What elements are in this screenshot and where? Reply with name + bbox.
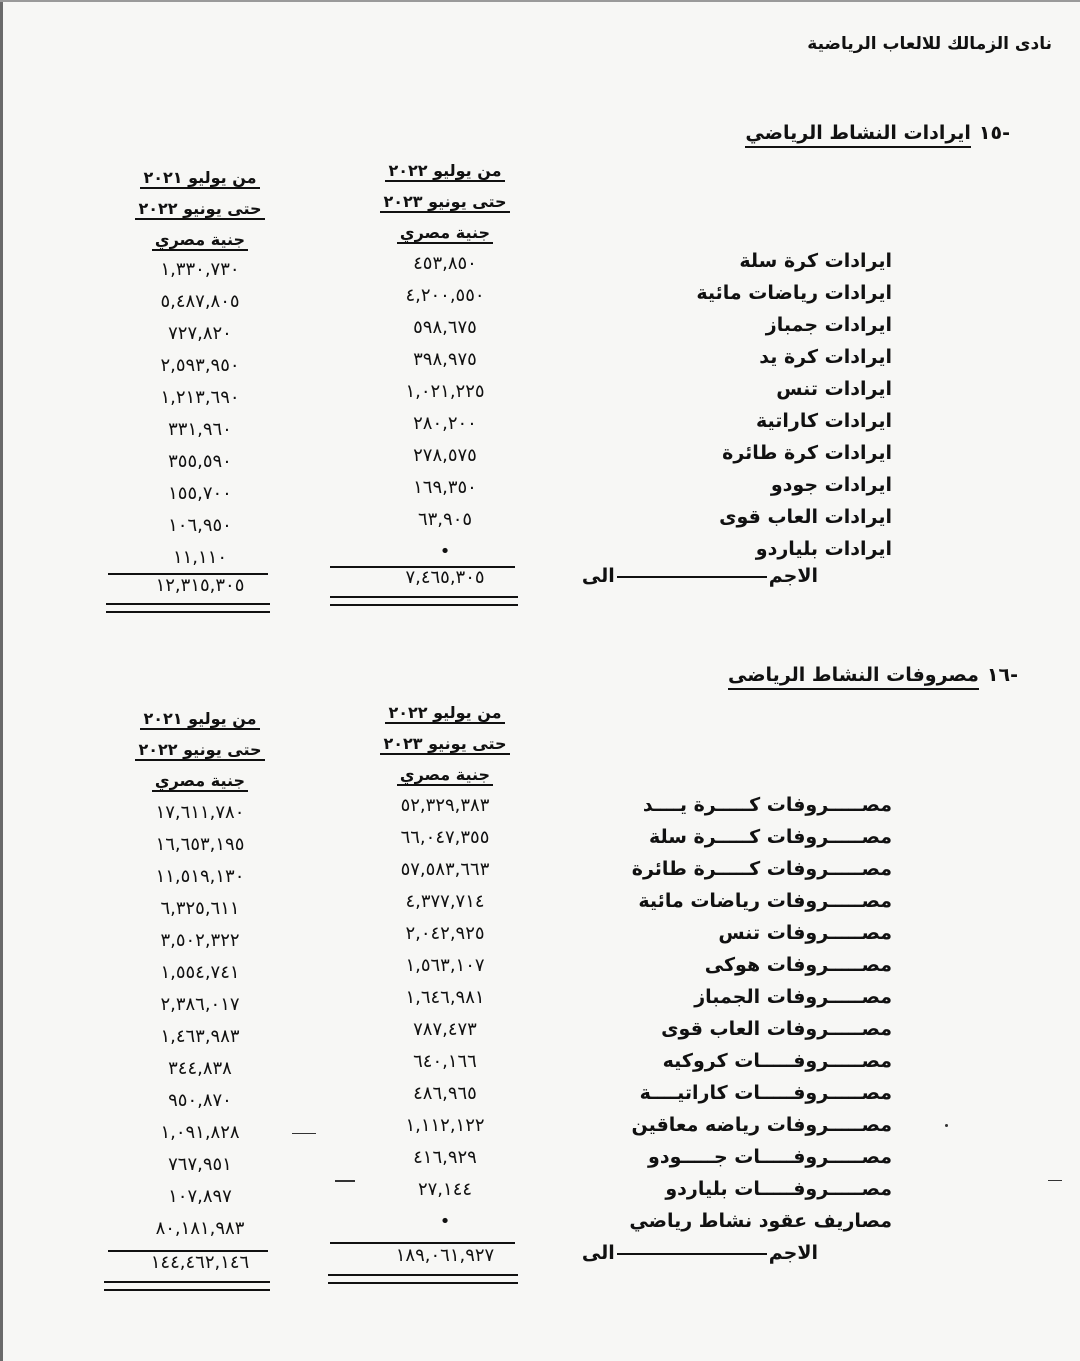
- column-header-line: جنية مصري: [152, 771, 248, 792]
- table-cell: ١٦,٦٥٣,١٩٥: [155, 834, 245, 855]
- table-cell: ١١,١١٠: [172, 547, 228, 568]
- page-edge: [0, 0, 3, 1361]
- revenue-prior-values: [100, 254, 300, 574]
- scan-mark: [1048, 1180, 1062, 1181]
- column-header-line: جنية مصري: [397, 223, 493, 244]
- table-cell: ١,٥٥٤,٧٤١: [160, 962, 240, 983]
- column-header-line: حتى يونيو ٢٠٢٣: [380, 734, 509, 755]
- table-cell: ١,٢١٣,٦٩٠: [160, 387, 240, 408]
- table-row-label: مصـــــروفـــــات كاراتيــــة: [639, 1082, 892, 1104]
- revenue-total-current: ٧,٤٦٥,٣٠٥: [405, 567, 485, 588]
- expense-current-column-header: [345, 700, 545, 793]
- table-cell: ١٦٩,٣٥٠: [413, 477, 477, 498]
- table-cell: ٢٨٠,٢٠٠: [413, 413, 477, 434]
- table-row-label: مصاريف عقود نشاط رياضي: [629, 1210, 892, 1232]
- table-cell: •: [439, 1211, 451, 1232]
- table-cell: ٢٧,١٤٤: [417, 1179, 473, 1200]
- table-cell: ٣٤٤,٨٣٨: [168, 1058, 232, 1079]
- table-cell: ٥٩٨,٦٧٥: [413, 317, 477, 338]
- revenue-current-values: [345, 248, 545, 568]
- total-label-start: الاجم: [768, 1242, 818, 1264]
- column-header-line: من يوليو ٢٠٢١: [140, 709, 259, 730]
- revenue-section-heading: ايرادات النشاط الرياضي: [745, 122, 971, 148]
- table-row-label: مصـــــروفات رياضه معاقين: [631, 1114, 892, 1136]
- table-row-label: مصـــــروفات كـــــرة سلة: [648, 826, 892, 848]
- total-label-stretch: [617, 576, 767, 578]
- expense-total-label: [582, 1242, 818, 1264]
- table-row-label: ايرادات جمباز: [765, 314, 892, 336]
- expense-prior-column-header: [100, 706, 300, 799]
- table-cell: ٤,٣٧٧,٧١٤: [405, 891, 485, 912]
- expense-current-subtotal-rule: [330, 1242, 515, 1244]
- table-row-label: ايرادات رياضات مائية: [696, 282, 892, 304]
- expense-current-double-rule: [328, 1274, 518, 1284]
- table-cell: ٨٠,١٨١,٩٨٣: [155, 1218, 245, 1239]
- table-cell: ٣٣١,٩٦٠: [168, 419, 232, 440]
- table-cell: ٥٢,٣٢٩,٣٨٣: [400, 795, 490, 816]
- revenue-prior-column-header: [100, 165, 300, 258]
- table-row-label: مصـــــروفات كـــــرة طائرة: [631, 858, 892, 880]
- table-cell: ١,٦٤٦,٩٨١: [405, 987, 485, 1008]
- expense-section-title: [728, 664, 1018, 686]
- revenue-total-prior: ١٢,٣١٥,٣٠٥: [155, 575, 245, 596]
- table-cell: ١٠٦,٩٥٠: [168, 515, 232, 536]
- table-row-label: ايرادات العاب قوى: [719, 506, 892, 528]
- page-edge-top: [0, 0, 1080, 2]
- table-row-label: مصـــــروفات كـــــرة يــــد: [642, 794, 892, 816]
- table-row-label: ايرادات بلياردو: [755, 538, 892, 560]
- scan-mark: [945, 1124, 948, 1127]
- table-cell: ١,٣٣٠,٧٣٠: [160, 259, 240, 280]
- table-cell: ٥٧,٥٨٣,٦٦٣: [400, 859, 490, 880]
- table-cell: ٣٩٨,٩٧٥: [413, 349, 477, 370]
- table-cell: ٥,٤٨٧,٨٠٥: [160, 291, 240, 312]
- table-cell: ٧٦٧,٩٥١: [168, 1154, 232, 1175]
- total-label-start: الاجم: [768, 565, 818, 587]
- revenue-prior-double-rule: [106, 603, 270, 613]
- table-cell: ٢,٠٤٢,٩٢٥: [405, 923, 485, 944]
- expense-prior-values: [100, 797, 300, 1245]
- table-cell: ٣,٥٠٢,٣٢٢: [160, 930, 240, 951]
- column-header-line: جنية مصري: [152, 230, 248, 251]
- table-row-label: ايرادات جودو: [770, 474, 892, 496]
- table-cell: ١,٥٦٣,١٠٧: [405, 955, 485, 976]
- table-cell: ١,٤٦٣,٩٨٣: [160, 1026, 240, 1047]
- table-cell: ١,١١٢,١٢٢: [405, 1115, 485, 1136]
- expense-section-heading: مصروفات النشاط الرياضى: [728, 664, 979, 690]
- table-row-label: مصـــــروفات رياضات مائية: [638, 890, 892, 912]
- expense-section-number: -١٦: [986, 664, 1018, 686]
- expense-row-labels: [532, 789, 892, 1237]
- revenue-total-label: [582, 565, 818, 587]
- scan-mark: [292, 1133, 316, 1134]
- table-cell: ٦,٣٢٥,٦١١: [160, 898, 240, 919]
- column-header-line: من يوليو ٢٠٢٢: [385, 703, 504, 724]
- table-cell: ٦٦,٠٤٧,٣٥٥: [400, 827, 490, 848]
- column-header-line: حتى يونيو ٢٠٢٣: [380, 192, 509, 213]
- total-label-end: الى: [581, 565, 615, 587]
- table-cell: ١,٠٢١,٢٢٥: [405, 381, 485, 402]
- table-cell: ٢,٣٨٦,٠١٧: [160, 994, 240, 1015]
- table-row-label: ايرادات كرة يد: [759, 346, 892, 368]
- table-cell: ١١,٥١٩,١٣٠: [155, 866, 245, 887]
- table-row-label: مصـــــروفات العاب قوى: [661, 1018, 892, 1040]
- total-label-stretch: [617, 1253, 767, 1255]
- table-cell: ١٠٧,٨٩٧: [168, 1186, 232, 1207]
- revenue-row-labels: [532, 245, 892, 565]
- expense-prior-double-rule: [104, 1281, 270, 1291]
- table-cell: ١,٠٩١,٨٢٨: [160, 1122, 240, 1143]
- table-cell: ٣٥٥,٥٩٠: [168, 451, 232, 472]
- expense-total-prior: ١٤٤,٤٦٢,١٤٦: [150, 1252, 250, 1273]
- column-header-line: حتى يونيو ٢٠٢٢: [135, 740, 264, 761]
- table-row-label: مصـــــروفـــــات جـــــودو: [648, 1146, 892, 1168]
- table-cell: ٤٨٦,٩٦٥: [413, 1083, 477, 1104]
- expense-current-values: [345, 790, 545, 1238]
- table-cell: ٤٥٣,٨٥٠: [413, 253, 477, 274]
- table-cell: ٤,٢٠٠,٥٥٠: [405, 285, 485, 306]
- table-cell: •: [439, 541, 451, 562]
- table-row-label: ايرادات كاراتية: [756, 410, 892, 432]
- table-row-label: ايرادات كرة طائرة: [722, 442, 892, 464]
- table-cell: ٧٢٧,٨٢٠: [168, 323, 232, 344]
- organization-header: نادى الزمالك للالعاب الرياضية: [807, 34, 1052, 54]
- column-header-line: من يوليو ٢٠٢٢: [385, 161, 504, 182]
- table-cell: ٦٣,٩٠٥: [417, 509, 473, 530]
- table-cell: ٩٥٠,٨٧٠: [168, 1090, 232, 1111]
- table-row-label: مصـــــروفات هوكى: [704, 954, 892, 976]
- scan-mark: [335, 1180, 355, 1182]
- column-header-line: حتى يونيو ٢٠٢٢: [135, 199, 264, 220]
- table-row-label: ايرادات كرة سلة: [739, 250, 892, 272]
- table-cell: ٤١٦,٩٢٩: [413, 1147, 477, 1168]
- table-row-label: مصـــــروفـــــات كروكيه: [662, 1050, 892, 1072]
- expense-total-current: ١٨٩,٠٦١,٩٢٧: [395, 1245, 495, 1266]
- revenue-section-title: [745, 122, 1010, 144]
- table-cell: ٢٧٨,٥٧٥: [413, 445, 477, 466]
- table-cell: ١٧,٦١١,٧٨٠: [155, 802, 245, 823]
- table-row-label: مصـــــروفات الجمباز: [694, 986, 892, 1008]
- column-header-line: جنية مصري: [397, 765, 493, 786]
- revenue-current-column-header: [345, 158, 545, 251]
- revenue-current-double-rule: [330, 596, 518, 606]
- column-header-line: من يوليو ٢٠٢١: [140, 168, 259, 189]
- table-cell: ٢,٥٩٣,٩٥٠: [160, 355, 240, 376]
- table-cell: ٧٨٧,٤٧٣: [413, 1019, 477, 1040]
- table-row-label: مصـــــروفات تنس: [718, 922, 892, 944]
- table-row-label: مصـــــروفـــــات بلياردو: [665, 1178, 892, 1200]
- table-row-label: ايرادات تنس: [776, 378, 892, 400]
- total-label-end: الى: [581, 1242, 615, 1264]
- table-cell: ٦٤٠,١٦٦: [413, 1051, 477, 1072]
- revenue-section-number: -١٥: [978, 122, 1010, 144]
- table-cell: ١٥٥,٧٠٠: [168, 483, 232, 504]
